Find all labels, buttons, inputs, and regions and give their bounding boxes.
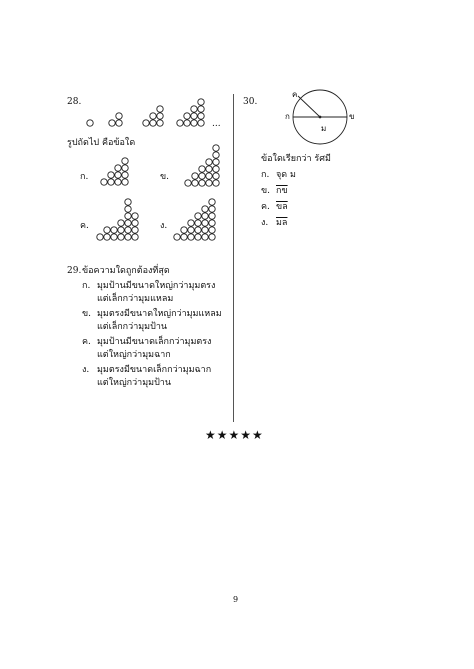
q28-choice-d-figure: [172, 192, 222, 242]
page-number: 9: [233, 595, 239, 604]
q30-choice-d-text: มล: [276, 218, 288, 228]
q28-prompt: รูปถัดไป คือข้อใด: [67, 138, 136, 148]
q30-label-right: ข: [349, 112, 355, 121]
q29-choice-c-label: ค.: [82, 337, 91, 347]
q29-number: 29.: [67, 266, 82, 276]
q29-choice-b-line2: แต่เล็กกว่ามุมป้าน: [97, 322, 168, 332]
q29-choice-d-line2: แต่ใหญ่กว่ามุมป้าน: [97, 378, 171, 388]
q30-choice-a-label: ก.: [261, 170, 270, 180]
q30-center-point: [319, 116, 322, 119]
q30-choice-a-text: จุด ม: [276, 170, 296, 180]
q29-choice-d-line1: มุมตรงมีขนาดเล็กกว่ามุมฉาก: [97, 365, 212, 375]
q28-term1-circle: [87, 120, 93, 126]
q28-choice-a-figure: [100, 148, 150, 188]
q30-choice-b-label: ข.: [261, 186, 271, 196]
q28-choice-label-c: ค.: [80, 221, 89, 231]
q30-choice-c-text: ขล: [276, 202, 288, 212]
q29-choice-b-line1: มุมตรงมีขนาดใหญ่กว่ามุมแหลม: [97, 309, 222, 319]
footer-stars: ★★★★★: [205, 428, 264, 442]
q30-label-center: ม: [321, 124, 327, 133]
q29-choice-c-line1: มุมป้านมีขนาดเล็กกว่ามุมตรง: [97, 337, 212, 347]
q29-choice-a-label: ก.: [82, 281, 91, 291]
q28-choice-label-d: ง.: [160, 221, 168, 231]
q29-choice-b-label: ข.: [82, 309, 92, 319]
q29-prompt: ข้อความใดถูกต้องที่สุด: [82, 266, 170, 276]
q30-choice-c-label: ค.: [261, 202, 270, 212]
q28-number: 28.: [67, 97, 82, 107]
q28-ellipsis: ...: [212, 119, 221, 129]
q30-number: 30.: [243, 97, 258, 107]
q28-choice-label-a: ก.: [80, 172, 89, 182]
q29-choice-a-line2: แต่เล็กกว่ามุมแหลม: [97, 294, 174, 304]
q30-choice-b-text: กข: [276, 186, 288, 196]
q28-choice-label-b: ข.: [160, 172, 170, 182]
q30-radius-line: [298, 96, 320, 117]
q30-label-left: ก: [285, 112, 290, 121]
q29-choice-d-label: ง.: [82, 365, 90, 375]
column-divider: [233, 94, 234, 422]
q29-choice-c-line2: แต่ใหญ่กว่ามุมฉาก: [97, 350, 171, 360]
q30-choice-d-label: ง.: [261, 218, 269, 228]
q30-label-top: ค: [292, 90, 298, 99]
q29-choice-a-line1: มุมป้านมีขนาดใหญ่กว่ามุมตรง: [97, 281, 216, 291]
q28-choice-b-figure: [178, 140, 228, 190]
q30-prompt: ข้อใดเรียกว่า รัศมี: [261, 154, 331, 164]
q28-choice-c-figure: [95, 192, 145, 242]
